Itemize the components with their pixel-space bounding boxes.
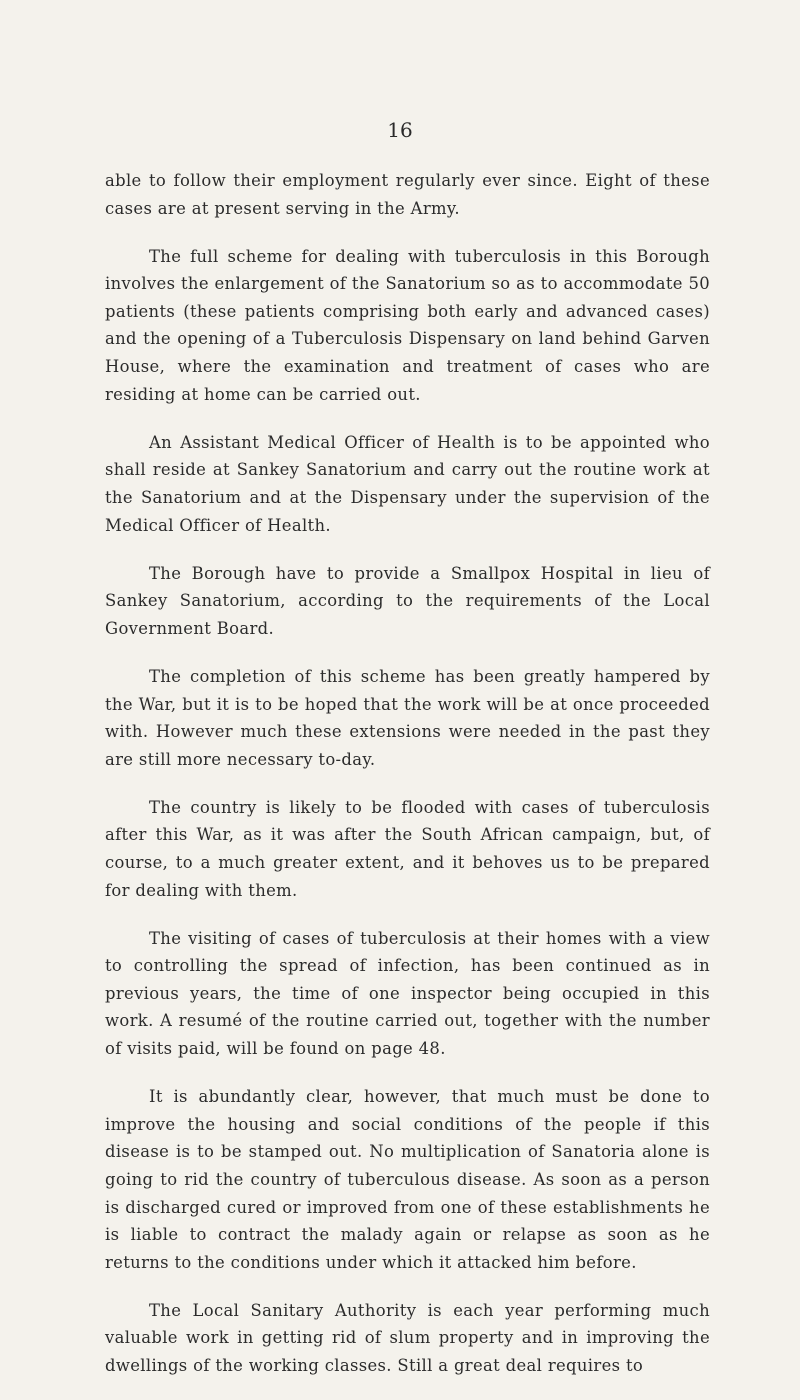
paragraph-country-flooded: The country is likely to be flooded with cases of tuberculosis after this War, as it was after the South African campaign, but, of course, to a much greater extent, and it behoves us to be prepared for dealing with them. [105, 797, 710, 900]
paragraph-scheme-completion: The completion of this scheme has been greatly hampered by the War, but it is to be hoped that the work will be at once proceeded with. However much these extensions were needed in the past they are still more necessary to-day. [105, 666, 710, 769]
paragraph-sanitary-authority: The Local Sanitary Authority is each year performing much valuable work in getting rid of slum property and in improving the dwellings of the working classes. Still a great deal requires to [105, 1300, 710, 1375]
paragraph-housing-conditions: It is abundantly clear, however, that much must be done to improve the housing and social conditions of the people if this disease is to be stamped out. No multiplication of Sanatoria alone is going to rid the country of tuberculous disease. As soon as a person is discharged cured or improved from one of these establishments he is liable to contract the malady again or relapse as soon as he returns to the conditions under which it attacked him before. [105, 1087, 710, 1272]
body-text [105, 167, 710, 1400]
paragraph-continuation: able to follow their employment regularly ever since. Eight of these cases are at present serving in the Army. [105, 171, 710, 218]
paragraph-assistant-officer: An Assistant Medical Officer of Health is to be appointed who shall reside at Sankey Sanatorium and carry out the routine work at the Sanatorium and at the Dispensary under the supervision of the Medical Officer of Health. [105, 432, 710, 535]
paragraph-smallpox-hospital: The Borough have to provide a Smallpox Hospital in lieu of Sankey Sanatorium, according to the requirements of the Local Government Board. [105, 563, 710, 638]
paragraph-home-visiting: The visiting of cases of tuberculosis at their homes with a view to controlling the spread of infection, has been continued as in previous years, the time of one inspector being occupied in this work. A resumé of the routine carried out, together with the number of visits paid, will be found on page 48. [105, 928, 710, 1059]
paragraph-full-scheme: The full scheme for dealing with tuberculosis in this Borough involves the enlargement of the Sanatorium so as to accommodate 50 patients (these patients comprising both early and advanced cases) and the opening of a Tuberculosis Dispensary on land behind Garven House, where the examination and treatment of cases who are residing at home can be carried out. [105, 246, 710, 404]
page-number: 16 [387, 118, 413, 142]
